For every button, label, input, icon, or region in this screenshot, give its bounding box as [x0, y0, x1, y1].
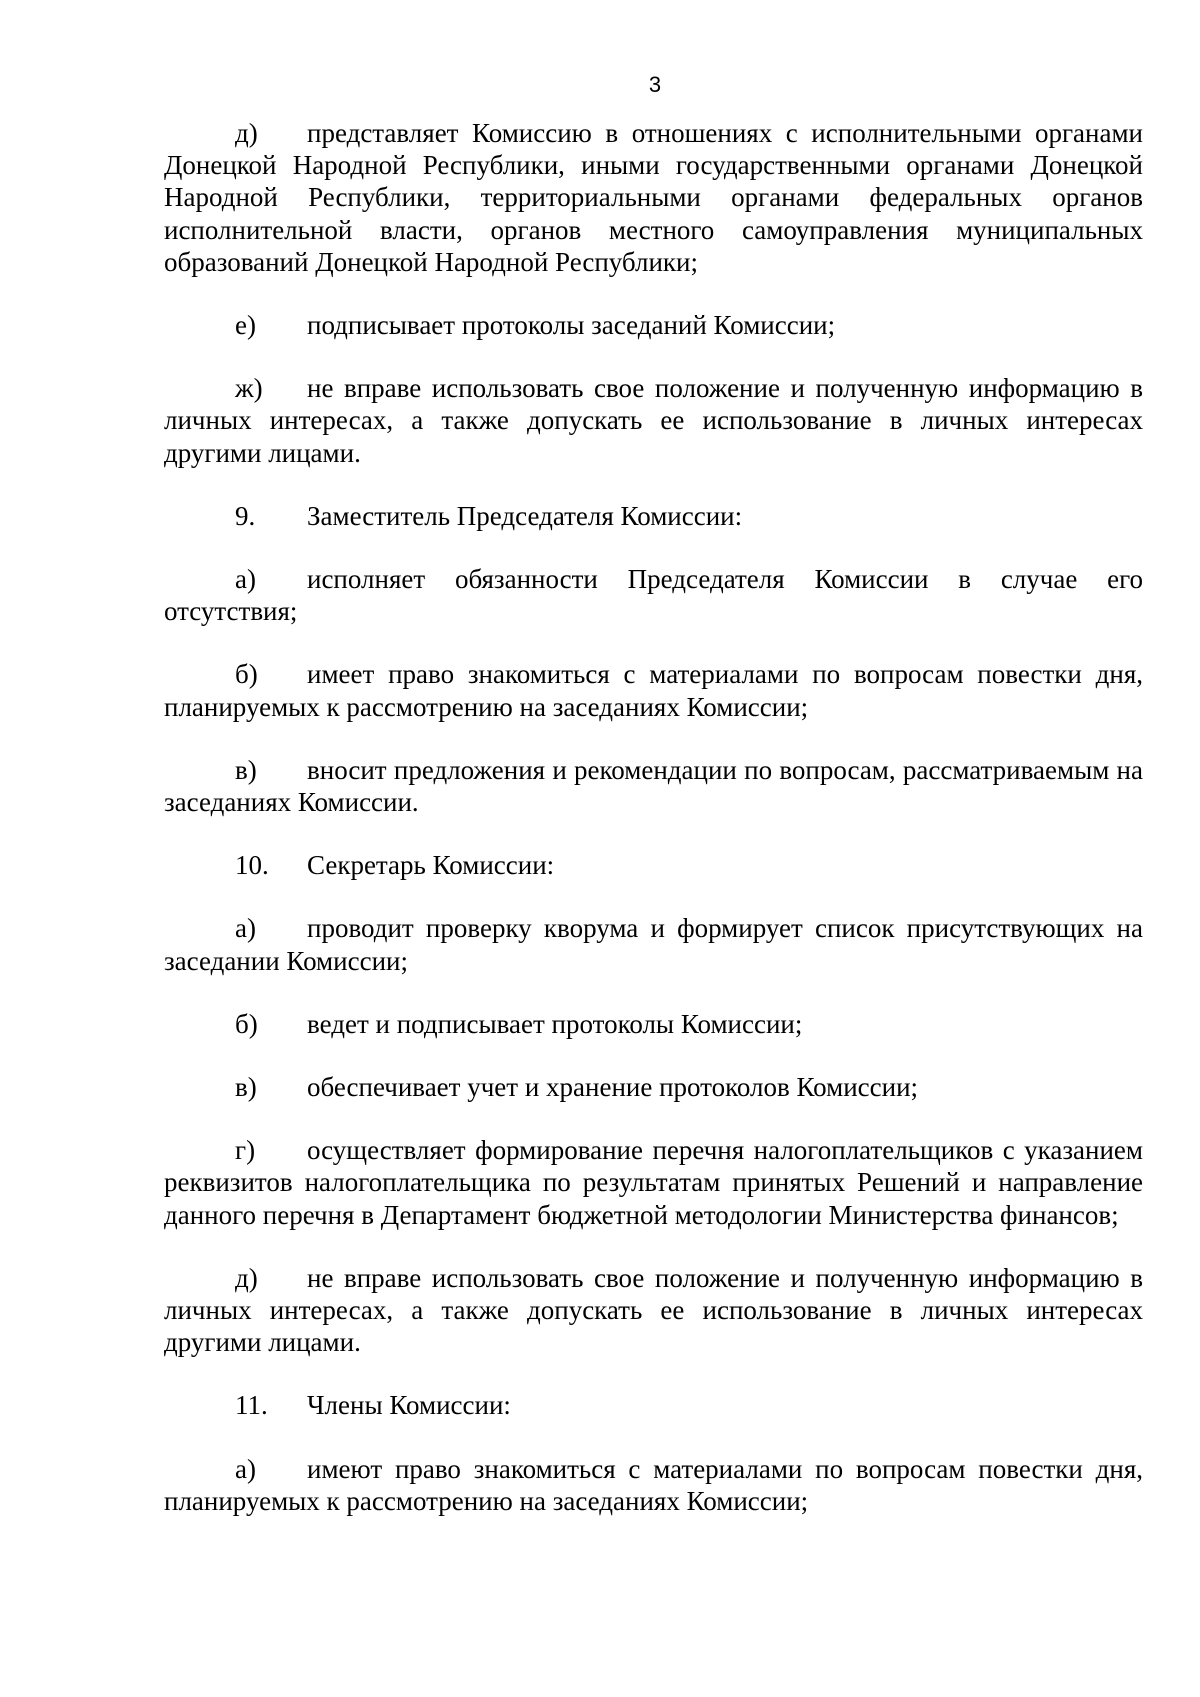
paragraph-10a	[164, 912, 1143, 976]
paragraph-d-represents	[164, 117, 1143, 278]
section-title: Члены Комиссии:	[307, 1390, 511, 1421]
paragraph-zh-no-personal-use	[164, 372, 1143, 469]
section-9-heading	[164, 500, 1143, 532]
paragraph-text: представляет Комиссию в отношениях с исполнительными органами Донецкой Народной Республики, иными государственными органами Донецкой Народной Республики, территориальными органами федеральных органов исполнительной власти, органов местного самоуправления муниципальных образований Донецкой Народной Республики;	[164, 118, 1143, 277]
paragraph-10g	[164, 1134, 1143, 1231]
paragraph-marker: в)	[235, 1072, 257, 1103]
section-10-heading	[164, 849, 1143, 881]
paragraph-10v	[164, 1071, 1143, 1103]
paragraph-10d	[164, 1262, 1143, 1359]
section-title: Секретарь Комиссии:	[307, 850, 555, 881]
paragraph-marker: б)	[235, 1008, 258, 1039]
paragraph-11a	[164, 1453, 1143, 1517]
paragraph-marker: д)	[235, 1262, 258, 1293]
paragraph-text: осуществляет формирование перечня налогоплательщиков с указанием реквизитов налогоплательщика по результатам принятых Решений и направление данного перечня в Департамент бюджетной методологии Министерства финансов;	[164, 1135, 1143, 1230]
section-title: Заместитель Председателя Комиссии:	[307, 500, 743, 531]
section-11-heading	[164, 1389, 1143, 1421]
paragraph-text: подписывает протоколы заседаний Комиссии;	[307, 310, 836, 341]
paragraph-9v	[164, 754, 1143, 818]
paragraph-text: обеспечивает учет и хранение протоколов Комиссии;	[307, 1072, 919, 1103]
paragraph-marker: в)	[235, 754, 257, 785]
paragraph-marker: а)	[235, 1453, 256, 1484]
paragraph-text: не вправе использовать свое положение и полученную информацию в личных интересах, а также допускать ее использование в личных интересах другими лицами.	[164, 1262, 1143, 1358]
page-number: 3	[648, 72, 662, 97]
paragraph-9a	[164, 563, 1143, 627]
paragraph-marker: д)	[235, 118, 258, 148]
paragraph-marker: а)	[235, 564, 256, 595]
paragraph-marker: ж)	[235, 373, 263, 404]
paragraph-text: имеет право знакомиться с материалами по вопросам повестки дня, планируемых к рассмотрению на заседаниях Комиссии;	[164, 659, 1143, 722]
section-number: 10.	[235, 850, 269, 881]
paragraph-marker: б)	[235, 659, 258, 690]
paragraph-marker: а)	[235, 913, 256, 944]
paragraph-text: ведет и подписывает протоколы Комиссии;	[307, 1008, 803, 1039]
paragraph-text: имеют право знакомиться с материалами по вопросам повестки дня, планируемых к рассмотрению на заседаниях Комиссии;	[164, 1453, 1143, 1516]
paragraph-9b	[164, 658, 1143, 722]
paragraph-10b	[164, 1008, 1143, 1040]
document-body	[164, 117, 1143, 1517]
section-number: 11.	[235, 1390, 268, 1421]
paragraph-text: исполняет обязанности Председателя Комиссии в случае его отсутствия;	[164, 564, 1143, 627]
paragraph-text: не вправе использовать свое положение и полученную информацию в личных интересах, а также допускать ее использование в личных интересах другими лицами.	[164, 373, 1143, 468]
paragraph-marker: г)	[235, 1135, 256, 1166]
paragraph-text: вносит предложения и рекомендации по вопросам, рассматриваемым на заседаниях Комиссии.	[164, 754, 1143, 818]
paragraph-e-signs-protocols	[164, 309, 1143, 341]
section-number: 9.	[235, 500, 256, 531]
paragraph-text: проводит проверку кворума и формирует список присутствующих на заседании Комиссии;	[164, 913, 1143, 976]
paragraph-marker: е)	[235, 310, 256, 341]
